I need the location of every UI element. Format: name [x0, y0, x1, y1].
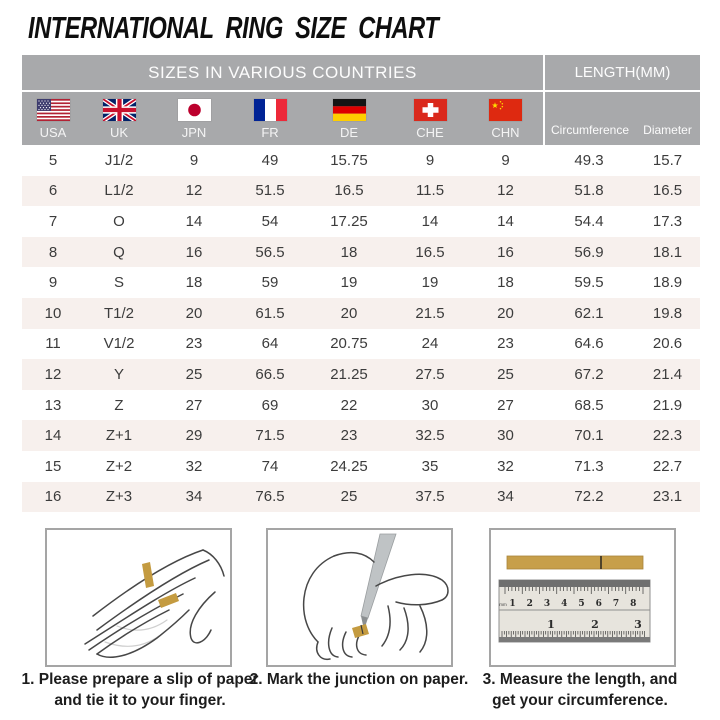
table-cell: Y	[113, 365, 124, 383]
table-cell: 17.3	[652, 212, 683, 230]
table-cell: 23	[497, 335, 514, 353]
table-cell: 19	[340, 274, 358, 292]
table-cell: 16	[44, 488, 62, 506]
caption-step-2	[247, 669, 471, 690]
hand-with-paper-slip-illustration	[47, 530, 230, 665]
table-cell: 20	[340, 304, 358, 322]
japan-flag-icon	[178, 99, 211, 121]
table-cell: 7	[48, 212, 58, 230]
table-cell: 9	[501, 151, 510, 169]
table-cell: 54.4	[574, 212, 604, 230]
table-cell: 15.75	[330, 151, 368, 169]
ring-size-table	[22, 55, 700, 512]
table-body	[22, 145, 700, 512]
table-cell: 24	[421, 335, 439, 353]
table-row	[22, 206, 700, 237]
table-cell: 32.5	[415, 427, 445, 445]
caption-line: 2. Mark the junction on paper.	[249, 671, 469, 688]
table-cell: 15.7	[652, 151, 683, 169]
table-cell: T1/2	[103, 304, 134, 322]
table-cell: 21.5	[415, 304, 445, 322]
caption-line: 1. Please prepare a slip of paper	[21, 671, 259, 688]
table-cell: 70.1	[574, 427, 604, 445]
table-cell: 68.5	[574, 396, 604, 414]
table-cell: 71.5	[255, 427, 285, 445]
table-cell: Z+1	[105, 427, 133, 445]
table-cell: 18	[497, 274, 514, 292]
table-cell: 19	[421, 274, 439, 292]
table-cell: 23	[340, 427, 358, 445]
country-label: DE	[339, 125, 359, 140]
table-cell: 37.5	[415, 488, 445, 506]
table-cell: 29	[185, 427, 203, 445]
table-cell: 59.5	[574, 274, 604, 292]
table-cell: 16.5	[334, 182, 364, 200]
france-flag-icon	[254, 99, 287, 121]
page-title: INTERNATIONAL RING SIZE CHART	[28, 10, 439, 45]
column-header-circumference: Circumference	[543, 92, 635, 145]
table-cell: 10	[44, 304, 62, 322]
table-cell: 8	[48, 243, 58, 261]
table-cell: 9	[189, 151, 199, 169]
table-cell: O	[113, 212, 125, 230]
table-cell: 49.3	[574, 151, 604, 169]
group-header-sizes: SIZES IN VARIOUS COUNTRIES	[148, 62, 417, 82]
china-flag-icon	[489, 99, 522, 121]
table-cell: 56.5	[255, 243, 285, 261]
column-header-jpn	[154, 92, 234, 145]
table-cell: 23.1	[652, 488, 683, 506]
svg-text:6: 6	[595, 599, 602, 609]
group-header-length: LENGTH(MM)	[543, 55, 700, 90]
country-label: CHE	[416, 125, 444, 140]
table-cell: 25	[340, 488, 358, 506]
table-cell: 51.5	[255, 182, 285, 200]
uk-flag-icon	[103, 99, 136, 121]
table-cell: 12	[44, 365, 62, 383]
column-header-de	[306, 92, 392, 145]
table-cell: 18	[340, 243, 358, 261]
germany-flag-icon	[333, 99, 366, 121]
table-cell: Z	[114, 396, 124, 414]
table-cell: 16	[497, 243, 514, 261]
table-cell: 27	[497, 396, 514, 414]
table-cell: 9	[425, 151, 435, 169]
table-cell: 12	[497, 182, 514, 200]
table-row	[22, 420, 700, 451]
table-row	[22, 298, 700, 329]
table-cell: 17.25	[330, 212, 368, 230]
paper-strip	[507, 556, 643, 569]
table-cell: 12	[185, 182, 203, 200]
table-cell: 69	[261, 396, 279, 414]
table-cell: J1/2	[104, 151, 134, 169]
table-cell: 20	[497, 304, 514, 322]
table-row	[22, 359, 700, 390]
table-cell: 62.1	[574, 304, 604, 322]
table-cell: 18	[185, 274, 203, 292]
table-cell: 30	[497, 427, 514, 445]
table-cell: 11.5	[415, 182, 445, 200]
figure-step-1	[45, 528, 232, 667]
svg-text:3: 3	[634, 618, 642, 631]
table-row	[22, 176, 700, 207]
svg-text:1: 1	[547, 618, 555, 631]
table-row	[22, 451, 700, 482]
marking-junction-with-pen-illustration	[268, 530, 451, 665]
column-header-usa	[22, 92, 84, 145]
table-cell: 20.75	[330, 335, 368, 353]
table-row	[22, 390, 700, 421]
svg-text:4: 4	[561, 599, 568, 609]
table-cell: 66.5	[255, 365, 285, 383]
caption-step-1	[18, 669, 262, 711]
table-cell: 64	[261, 335, 279, 353]
table-cell: 32	[185, 457, 203, 475]
table-row	[22, 329, 700, 360]
table-cell: 22.3	[652, 427, 683, 445]
table-cell: 67.2	[574, 365, 604, 383]
ruler-measuring-strip-illustration	[491, 530, 674, 665]
table-cell: 49	[261, 151, 279, 169]
svg-text:1: 1	[509, 599, 516, 609]
table-cell: 74	[261, 457, 279, 475]
svg-text:8: 8	[630, 599, 637, 609]
table-cell: 76.5	[255, 488, 285, 506]
table-cell: Z+3	[105, 488, 133, 506]
table-cell: 34	[497, 488, 514, 506]
table-cell: 14	[421, 212, 439, 230]
table-cell: 16.5	[652, 182, 683, 200]
caption-line: get your circumference.	[492, 692, 668, 709]
svg-text:2: 2	[591, 618, 599, 631]
table-cell: 35	[421, 457, 439, 475]
svg-text:5: 5	[578, 599, 585, 609]
table-cell: 22	[340, 396, 358, 414]
table-cell: 34	[185, 488, 203, 506]
table-cell: 14	[44, 427, 62, 445]
table-cell: 30	[421, 396, 439, 414]
table-cell: 27	[185, 396, 203, 414]
table-cell: 32	[497, 457, 514, 475]
table-cell: 25	[185, 365, 203, 383]
country-label: USA	[39, 125, 67, 140]
table-cell: 18.1	[652, 243, 683, 261]
table-cell: 15	[44, 457, 62, 475]
column-header-chn	[468, 92, 543, 145]
table-cell: 56.9	[574, 243, 604, 261]
switzerland-flag-icon	[414, 99, 447, 121]
table-cell: 64.6	[574, 335, 604, 353]
table-row	[22, 267, 700, 298]
table-cell: 6	[48, 182, 58, 200]
table-cell: 11	[45, 335, 61, 353]
table-cell: 18.9	[652, 274, 683, 292]
column-header-uk	[84, 92, 154, 145]
table-cell: 24.25	[330, 457, 368, 475]
table-cell: 51.8	[574, 182, 604, 200]
table-cell: Z+2	[105, 457, 133, 475]
table-cell: 14	[185, 212, 203, 230]
figure-step-2	[266, 528, 453, 667]
table-cell: 21.4	[652, 365, 683, 383]
table-cell: 19.8	[652, 304, 683, 322]
caption-line: and tie it to your finger.	[54, 692, 226, 709]
table-cell: 22.7	[652, 457, 683, 475]
table-cell: S	[113, 274, 124, 292]
table-cell: 61.5	[255, 304, 285, 322]
table-cell: 16	[185, 243, 203, 261]
table-cell: 25	[497, 365, 514, 383]
caption-step-3	[468, 669, 692, 711]
svg-text:2: 2	[526, 599, 533, 609]
table-cell: 20	[185, 304, 203, 322]
usa-flag-icon	[37, 99, 70, 121]
table-cell: 59	[261, 274, 279, 292]
table-cell: 21.9	[652, 396, 683, 414]
figure-step-3	[489, 528, 676, 667]
table-cell: 23	[185, 335, 203, 353]
svg-text:3: 3	[543, 599, 551, 609]
country-label: CHN	[491, 125, 520, 140]
ruler-body	[499, 580, 650, 642]
column-header-fr	[234, 92, 306, 145]
table-cell: 54	[261, 212, 279, 230]
table-cell: 9	[48, 274, 58, 292]
table-cell: 5	[48, 151, 58, 169]
table-cell: 13	[44, 396, 62, 414]
table-cell: 20.6	[652, 335, 683, 353]
table-cell: L1/2	[104, 182, 134, 200]
column-header-diameter: Diameter	[643, 123, 692, 137]
country-label: FR	[261, 125, 279, 140]
table-cell: 21.25	[330, 365, 368, 383]
table-country-header-row	[22, 92, 700, 145]
svg-text:mm: mm	[499, 602, 507, 607]
table-cell: 71.3	[574, 457, 604, 475]
table-cell: Q	[113, 243, 125, 261]
table-cell: 72.2	[574, 488, 604, 506]
table-group-header-row	[22, 55, 700, 92]
country-label: UK	[109, 125, 129, 140]
table-row	[22, 482, 700, 513]
table-cell: V1/2	[103, 335, 135, 353]
table-cell: 27.5	[415, 365, 445, 383]
table-row	[22, 145, 700, 176]
country-label: JPN	[181, 125, 207, 140]
table-row	[22, 237, 700, 268]
svg-text:7: 7	[612, 599, 620, 609]
caption-line: 3. Measure the length, and	[482, 671, 678, 688]
table-cell: 14	[497, 212, 514, 230]
column-header-che	[392, 92, 468, 145]
table-cell: 16.5	[415, 243, 445, 261]
